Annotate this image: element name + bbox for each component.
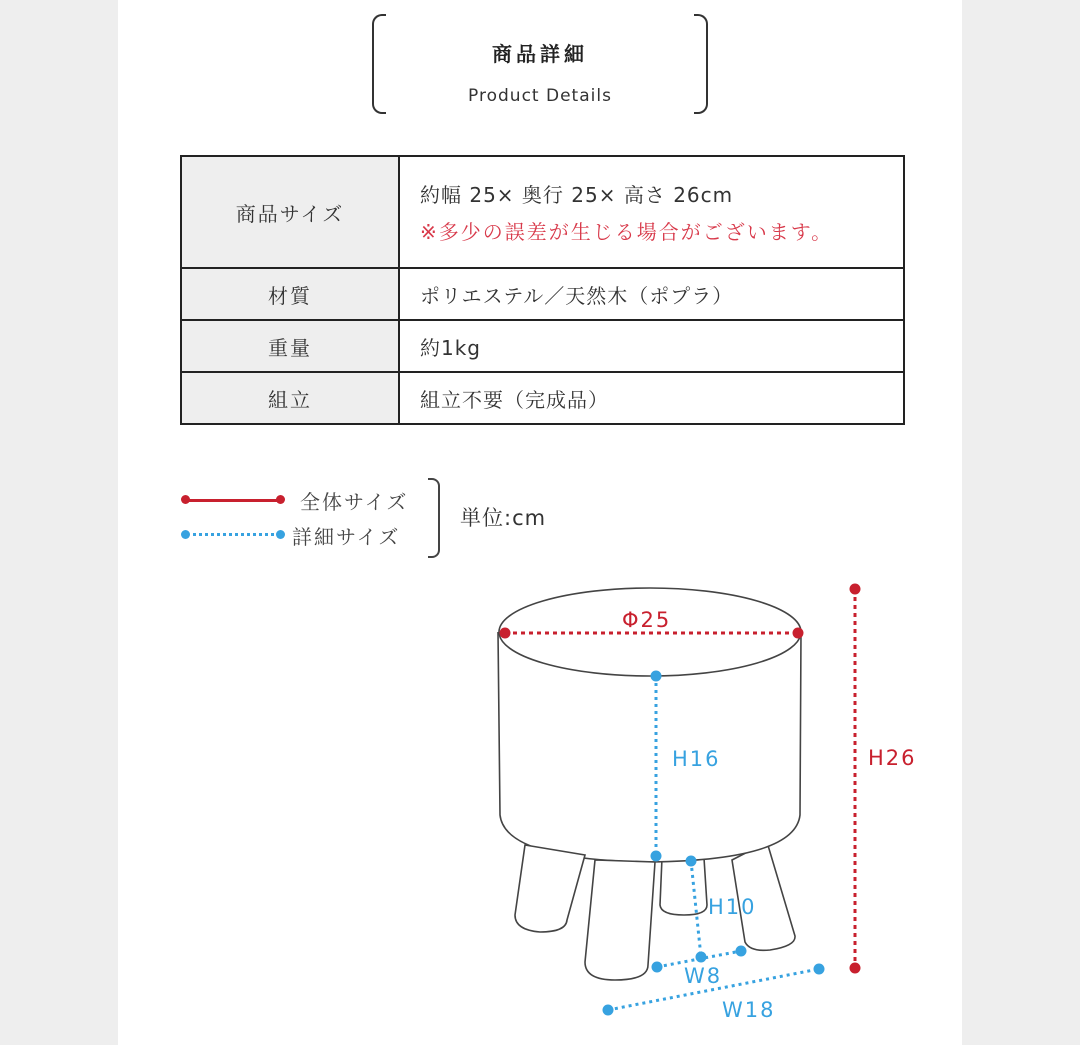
dimension-endpoint: [814, 964, 825, 975]
stool-leg-back: [660, 858, 707, 915]
heading-title-jp: 商品詳細: [492, 42, 588, 66]
row-label: 組立: [181, 372, 399, 424]
dimension-endpoint: [686, 856, 697, 867]
dimension-legend: [178, 478, 598, 562]
dimension-endpoint: [500, 628, 511, 639]
row-value: 組立不要（完成品）: [399, 372, 904, 424]
legend-line-detail: [186, 533, 280, 536]
section-heading: [372, 14, 708, 112]
legend-dot-blue: [276, 530, 285, 539]
size-value: 約幅 25× 奥行 25× 高さ 26cm: [420, 183, 734, 207]
row-value: ポリエステル／天然木（ポプラ）: [399, 268, 904, 320]
table-row: [181, 372, 904, 424]
dimension-endpoint: [651, 671, 662, 682]
dimension-endpoint: [793, 628, 804, 639]
size-note: ※多少の誤差が生じる場合がございます。: [420, 220, 834, 244]
stool-illustration: [498, 588, 801, 980]
dimension-endpoint: [850, 584, 861, 595]
base-width-label: W18: [722, 998, 776, 1022]
legend-detail-label: 詳細サイズ: [292, 525, 401, 549]
legend-bracket: [428, 478, 440, 558]
legend-dot-red: [276, 495, 285, 504]
unit-label: 単位:cm: [460, 506, 547, 530]
leg-width-label: W8: [684, 964, 723, 988]
legend-line-overall: [186, 499, 280, 502]
bracket-right: [694, 14, 708, 114]
legend-overall-label: 全体サイズ: [300, 490, 409, 514]
dimension-endpoint: [603, 1005, 614, 1016]
table-row: [181, 268, 904, 320]
table-row: [181, 156, 904, 268]
spec-table: [180, 155, 905, 425]
seat-height-label: H16: [672, 747, 721, 771]
stool-leg-left: [515, 845, 585, 932]
row-label: 商品サイズ: [181, 156, 399, 268]
table-row: [181, 320, 904, 372]
dimension-total-height: [850, 584, 917, 974]
dimension-endpoint: [652, 962, 663, 973]
dimension-endpoint: [651, 851, 662, 862]
total-height-label: H26: [868, 746, 917, 770]
row-value: [399, 156, 904, 268]
diameter-label: Φ25: [622, 608, 672, 632]
dimension-endpoint: [850, 963, 861, 974]
stool-leg-front: [585, 860, 655, 980]
dimension-endpoint: [696, 952, 707, 963]
leg-height-label: H10: [708, 895, 757, 919]
stool-dimension-diagram: [0, 570, 1080, 1040]
row-value: 約1kg: [399, 320, 904, 372]
dimension-endpoint: [736, 946, 747, 957]
row-label: 材質: [181, 268, 399, 320]
heading-title-en: Product Details: [468, 86, 612, 106]
row-label: 重量: [181, 320, 399, 372]
